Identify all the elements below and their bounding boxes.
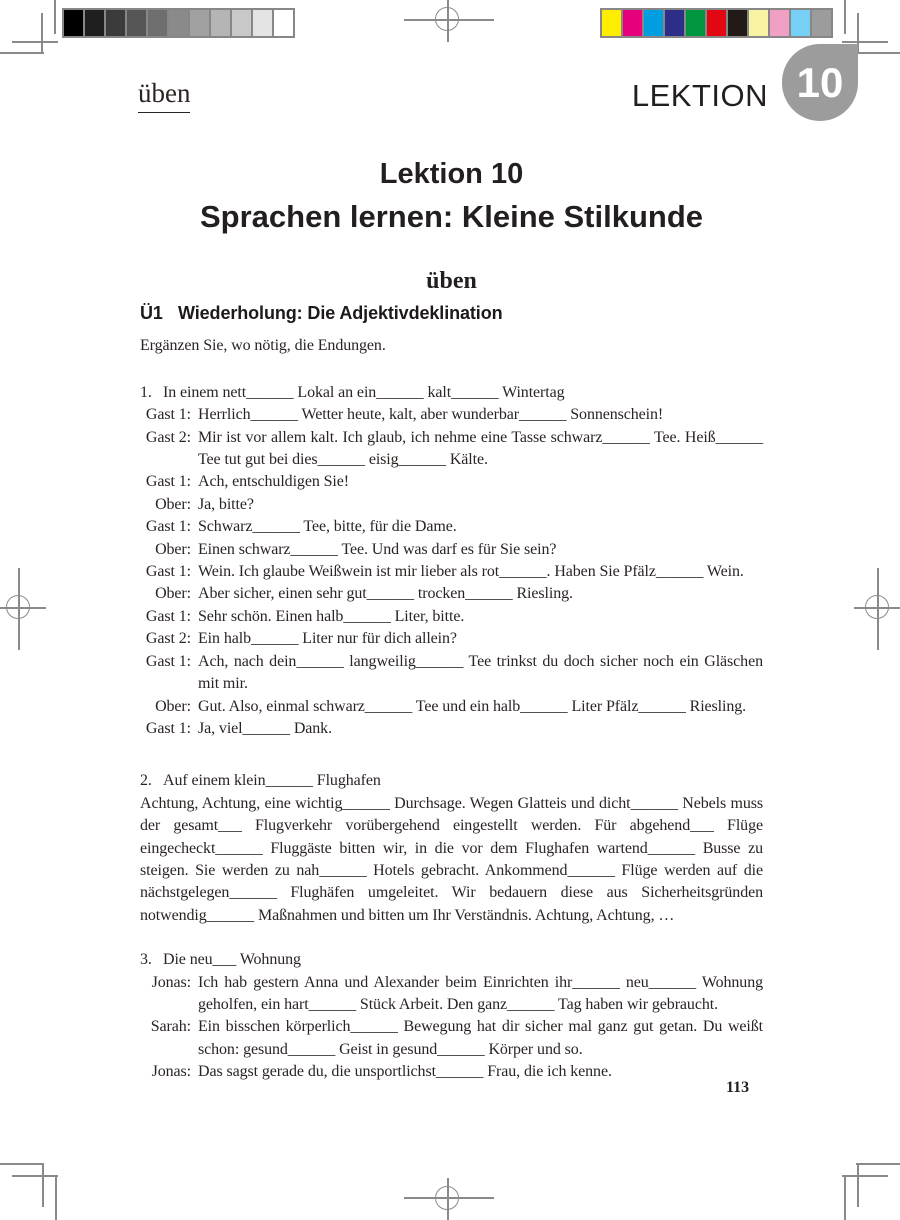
- grayscale-swatch: [125, 8, 148, 38]
- exercise-item-3: [140, 949, 763, 1083]
- dialogue-row: [140, 494, 763, 516]
- speaker-label: Sarah:: [150, 1018, 191, 1036]
- dialogue-row: [140, 427, 763, 472]
- dialogue-row: [140, 404, 763, 426]
- color-calibration-bar: [600, 8, 833, 38]
- grayscale-swatch: [83, 8, 106, 38]
- dialogue-text: Ich hab gestern Anna und Alexander beim Einrichten ihr______ neu______ Wohnung geholfen, ein hart______ Stück Arbeit. Den ganz______ Tag haben wir gebraucht.: [198, 973, 763, 1013]
- grayscale-swatch: [104, 8, 127, 38]
- dialogue-row: [140, 561, 763, 583]
- registration-mark-right: [854, 568, 900, 650]
- exercise-u1: [140, 302, 763, 1084]
- speaker-label: Ober:: [155, 495, 191, 513]
- dialogue-row: [140, 972, 763, 1017]
- color-swatch: [705, 8, 728, 38]
- color-swatch: [747, 8, 770, 38]
- dialogue-row: [140, 583, 763, 605]
- speaker-label: Gast 1:: [145, 607, 191, 625]
- running-header-uben: üben: [138, 78, 190, 113]
- item-number: 1.: [140, 383, 152, 401]
- running-header-lektion: LEKTION: [631, 78, 768, 113]
- dialogue-text: Das sagst gerade du, die unsportlichst______ Frau, die ich kenne.: [198, 1063, 612, 1081]
- dialogue-text: Ja, viel______ Dank.: [198, 719, 332, 737]
- dialogue-row: [140, 628, 763, 650]
- dialogue-row: [140, 1061, 763, 1083]
- dialogue-text: Ein bisschen körperlich______ Bewegung hat dir sicher mal ganz gut getan. Du weißt schon: gesund______ Geist in gesund______ Körper und so.: [198, 1018, 763, 1058]
- dialogue-text: Ein halb______ Liter nur für dich allein?: [198, 630, 457, 648]
- item-number: 3.: [140, 951, 152, 969]
- speaker-label: Gast 1:: [145, 473, 191, 491]
- dialogue-text: Mir ist vor allem kalt. Ich glaub, ich nehme eine Tasse schwarz______ Tee. Heiß______ Tee tut gut bei dies______ eisig______ Kälte.: [198, 428, 763, 469]
- exercise-id: Ü1: [140, 303, 163, 323]
- announcement-paragraph: Achtung, Achtung, eine wichtig______ Durchsage. Wegen Glatteis und dicht______ Nebels muss der gesamt___ Flugverkehr vorübergehend eingestellt werden. Für abgehend___ Flüge eingecheckt______ Fluggäste bitten wir, in die vor dem Flughafen wartend______ Busse zu steigen. Sie werden zu nah______ Hotels gebracht. Ankommend______ Flüge werden auf die nächstgelegen______ Flughäfen umgeleitet. Wir bedauern diese aus Sicherheitsgründen notwendig______ Maßnahmen und bitten um Ihr Verständnis. Achtung, Achtung, …: [140, 794, 763, 924]
- grayscale-swatch: [167, 8, 190, 38]
- dialogue-row: [140, 606, 763, 628]
- speaker-label: Gast 2:: [145, 630, 191, 648]
- page-number: 113: [726, 1079, 750, 1096]
- chapter-number-badge: 10: [782, 44, 858, 121]
- item-title: Auf einem klein______ Flughafen: [163, 772, 381, 790]
- item-title: Die neu___ Wohnung: [163, 951, 301, 969]
- exercise-item-1: [140, 382, 763, 741]
- color-swatch: [642, 8, 665, 38]
- item-heading: [140, 770, 763, 792]
- speaker-label: Gast 1:: [145, 652, 191, 670]
- dialogue-text: Wein. Ich glaube Weißwein ist mir lieber als rot______. Haben Sie Pfälz______ Wein.: [198, 563, 744, 581]
- dialogue-text: Sehr schön. Einen halb______ Liter, bitte.: [198, 607, 465, 625]
- registration-mark-left: [0, 568, 46, 650]
- dialogue-row: [140, 718, 763, 740]
- speaker-label: Gast 2:: [145, 428, 191, 446]
- exercise-item-2: [140, 770, 763, 927]
- title-block: [140, 158, 763, 295]
- grayscale-swatch: [62, 8, 85, 38]
- exercise-title: Wiederholung: Die Adjektivdeklination: [178, 303, 503, 323]
- color-swatch: [663, 8, 686, 38]
- color-swatch: [621, 8, 644, 38]
- dialogue-text: Schwarz______ Tee, bitte, für die Dame.: [198, 518, 457, 536]
- speaker-label: Ober:: [155, 697, 191, 715]
- speaker-label: Jonas:: [151, 973, 191, 991]
- dialogue-text: Ja, bitte?: [198, 495, 254, 513]
- speaker-label: Jonas:: [151, 1063, 191, 1081]
- color-swatch: [600, 8, 623, 38]
- speaker-label: Ober:: [155, 585, 191, 603]
- item-title: In einem nett______ Lokal an ein______ kalt______ Wintertag: [163, 383, 565, 401]
- dialogue-row: [140, 696, 763, 718]
- dialogue-text: Ach, nach dein______ langweilig______ Tee trinkst du doch sicher noch ein Gläschen mit mir.: [198, 652, 763, 693]
- dialogue-text: Ach, entschuldigen Sie!: [198, 473, 349, 491]
- dialogue-text: Aber sicher, einen sehr gut______ trocken______ Riesling.: [198, 585, 573, 603]
- uben-section-label: üben: [426, 268, 477, 294]
- grayscale-swatch: [209, 8, 232, 38]
- color-swatch: [768, 8, 791, 38]
- grayscale-swatch: [251, 8, 274, 38]
- item-heading: [140, 382, 763, 404]
- item-heading: [140, 949, 763, 971]
- dialogue-text: Einen schwarz______ Tee. Und was darf es für Sie sein?: [198, 540, 557, 558]
- color-swatch: [789, 8, 812, 38]
- exercise-heading: [140, 302, 763, 324]
- grayscale-swatch: [272, 8, 295, 38]
- dialogue-row: [140, 471, 763, 493]
- lesson-title: Lektion 10: [379, 158, 524, 190]
- color-swatch: [726, 8, 749, 38]
- color-swatch: [684, 8, 707, 38]
- dialogue-row: [140, 516, 763, 538]
- grayscale-swatch: [146, 8, 169, 38]
- speaker-label: Ober:: [155, 540, 191, 558]
- registration-mark-bottom: [404, 1178, 494, 1220]
- exercise-instruction: Ergänzen Sie, wo nötig, die Endungen.: [140, 337, 386, 355]
- registration-mark-top: [404, 0, 494, 42]
- dialogue-row: [140, 651, 763, 696]
- speaker-label: Gast 1:: [145, 406, 191, 424]
- dialogue-row: [140, 1016, 763, 1061]
- speaker-label: Gast 1:: [145, 563, 191, 581]
- dialogue-text: Herrlich______ Wetter heute, kalt, aber wunderbar______ Sonnenschein!: [198, 406, 664, 424]
- grayscale-calibration-bar: [62, 8, 295, 38]
- speaker-label: Gast 1:: [145, 719, 191, 737]
- grayscale-swatch: [230, 8, 253, 38]
- dialogue-text: Gut. Also, einmal schwarz______ Tee und ein halb______ Liter Pfälz______ Riesling.: [198, 697, 747, 715]
- grayscale-swatch: [188, 8, 211, 38]
- speaker-label: Gast 1:: [145, 518, 191, 536]
- item-number: 2.: [140, 772, 152, 790]
- color-swatch: [810, 8, 833, 38]
- lesson-subtitle: Sprachen lernen: Kleine Stilkunde: [199, 199, 703, 234]
- dialogue-row: [140, 539, 763, 561]
